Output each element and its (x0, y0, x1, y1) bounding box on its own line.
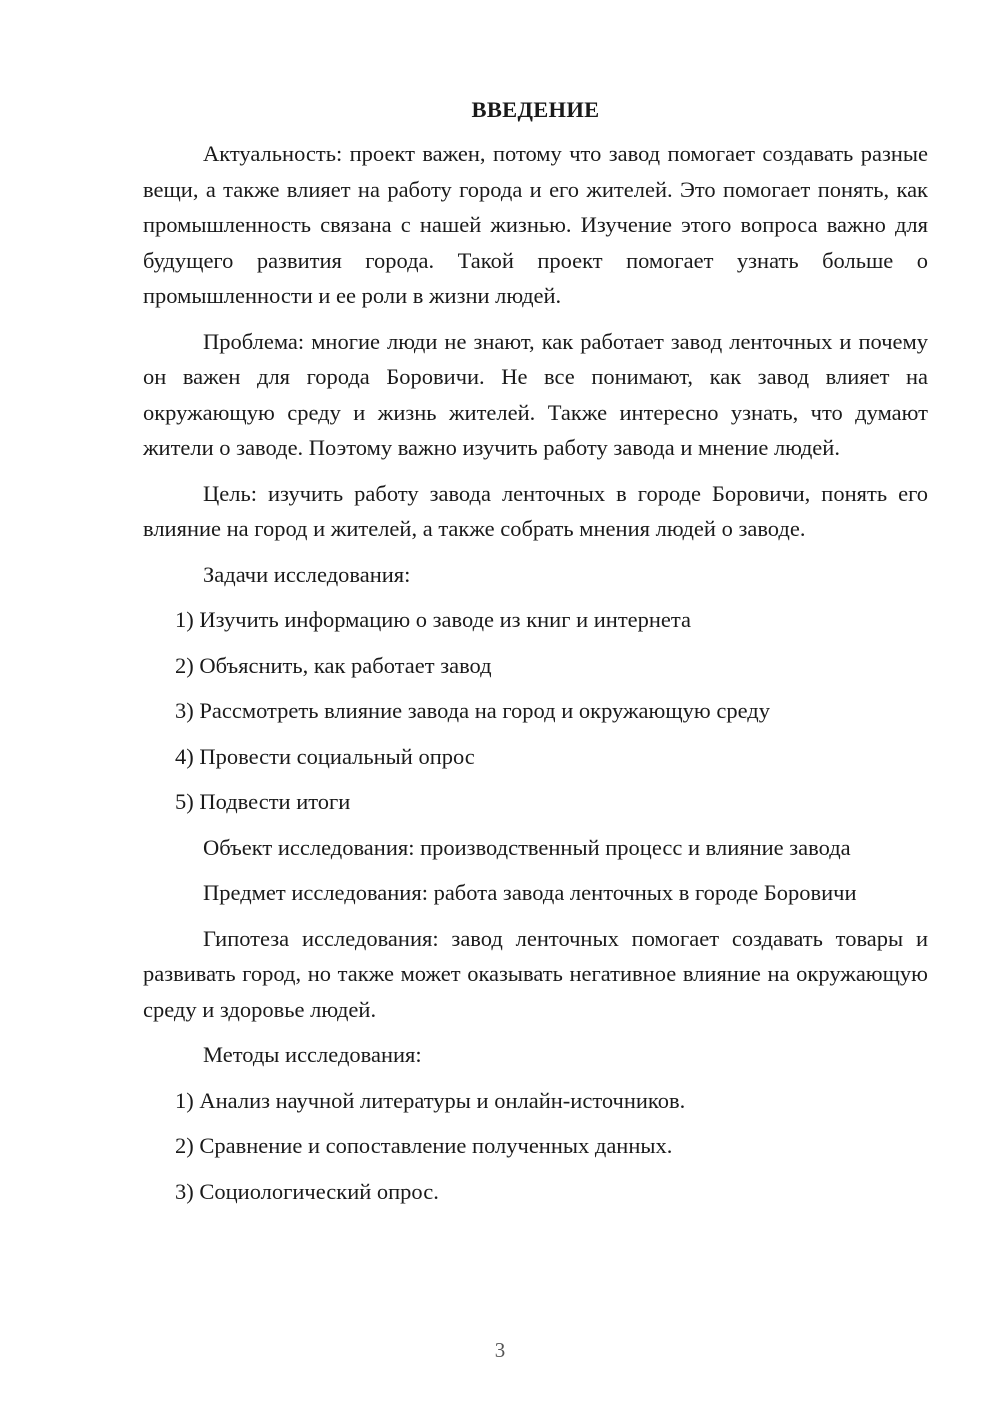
task-item: 1) Изучить информацию о заводе из книг и интернета (175, 607, 692, 632)
goal-paragraph: Цель: изучить работу завода ленточных в городе Боровичи, понять его влияние на город и жителей, а также собрать мнения людей о заводе. (143, 480, 928, 541)
relevance-paragraph: Актуальность: проект важен, потому что завод помогает создавать разные вещи, а также влияет на работу города и его жителей. Это помогает понять, как промышленность связана с нашей жизнью. Изучение этого вопроса важно для будущего развития города. Такой проект помогает узнать больше о промышленности и ее роли в жизни людей. (143, 141, 928, 308)
subject-paragraph: Предмет исследования: работа завода ленточных в городе Боровичи (203, 880, 857, 905)
problem-paragraph: Проблема: многие люди не знают, как работает завод ленточных и почему он важен для города Боровичи. Не все понимают, как завод влияет на окружающую среду и жизнь жителей. Также интересно узнать, что думают жители о заводе. Поэтому важно изучить работу завода и мнение людей. (143, 328, 928, 460)
tasks-list (143, 602, 928, 820)
task-item: 5) Подвести итоги (175, 789, 351, 814)
object-paragraph: Объект исследования: производственный процесс и влияние завода (203, 834, 851, 860)
tasks-heading: Задачи исследования: (203, 561, 411, 587)
method-item: 2) Сравнение и сопоставление полученных данных. (175, 1133, 673, 1158)
method-item: 3) Социологический опрос. (175, 1178, 439, 1204)
page-content (143, 94, 928, 1219)
page-number: 3 (494, 1338, 506, 1362)
task-item: 2) Объяснить, как работает завод (175, 652, 492, 678)
task-item: 3) Рассмотреть влияние завода на город и окружающую среду (175, 698, 770, 723)
method-item: 1) Анализ научной литературы и онлайн-источников. (175, 1087, 686, 1113)
hypothesis-paragraph: Гипотеза исследования: завод ленточных помогает создавать товары и развивать город, но также может оказывать негативное влияние на окружающую среду и здоровье людей. (143, 925, 928, 1022)
task-item: 4) Провести социальный опрос (175, 743, 475, 769)
page-title: ВВЕДЕНИЕ (471, 97, 600, 122)
methods-heading: Методы исследования: (203, 1042, 422, 1067)
methods-list (143, 1083, 928, 1210)
